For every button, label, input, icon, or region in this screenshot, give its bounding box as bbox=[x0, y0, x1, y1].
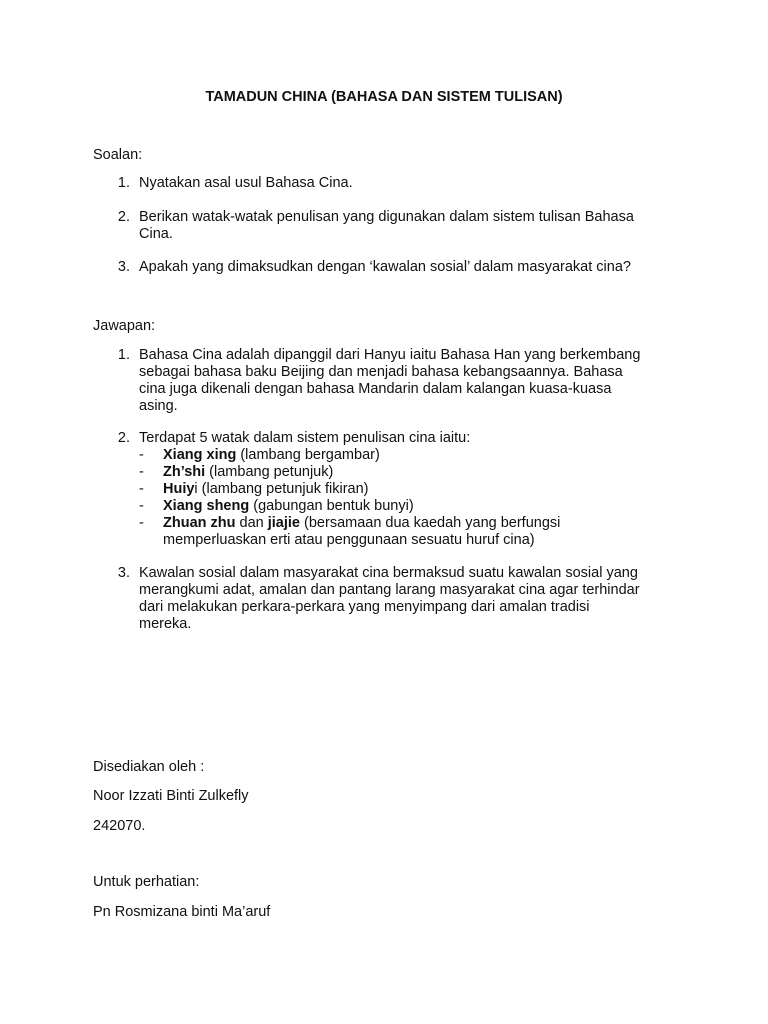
author-id: 242070. bbox=[93, 818, 146, 834]
writing-type-text bbox=[163, 464, 333, 481]
answer-text: Bahasa Cina adalah dipanggil dari Hanyu iaitu Bahasa Han yang berkembang bbox=[139, 347, 641, 363]
answer-text: mereka. bbox=[139, 616, 192, 632]
writing-type-text bbox=[163, 447, 380, 464]
question-text: Cina. bbox=[139, 226, 173, 242]
question-text: Apakah yang dimaksudkan dengan ‘kawalan sosial’ dalam masyarakat cina? bbox=[139, 259, 631, 275]
writing-type-desc: (gabungan bentuk bunyi) bbox=[249, 498, 414, 514]
writing-type-text bbox=[163, 515, 560, 532]
writing-type-term: Huiy bbox=[163, 481, 195, 497]
answer-text: Terdapat 5 watak dalam sistem penulisan cina iaitu: bbox=[139, 430, 471, 446]
writing-type-conjunction: dan bbox=[235, 515, 268, 531]
writing-type-text bbox=[163, 498, 414, 515]
question-number: 3. bbox=[117, 259, 130, 275]
question-number: 1. bbox=[117, 175, 130, 191]
prepared-by-label: Disediakan oleh : bbox=[93, 759, 205, 775]
writing-type-term: jiajie bbox=[267, 515, 300, 531]
answer-number: 1. bbox=[117, 347, 130, 363]
writing-type-desc-continued: memperluaskan erti atau penggunaan sesuatu huruf cina) bbox=[163, 532, 535, 548]
bullet-dash: - bbox=[139, 481, 144, 497]
attention-label: Untuk perhatian: bbox=[93, 874, 200, 890]
writing-type-desc: i (lambang petunjuk fikiran) bbox=[194, 481, 369, 497]
bullet-dash: - bbox=[139, 515, 144, 531]
writing-type-term: Zhuan zhu bbox=[163, 515, 236, 531]
question-text: Berikan watak-watak penulisan yang digunakan dalam sistem tulisan Bahasa bbox=[139, 209, 634, 225]
attention-name: Pn Rosmizana binti Ma’aruf bbox=[93, 904, 271, 920]
answer-text: sebagai bahasa baku Beijing dan menjadi bahasa kebangsaannya. Bahasa bbox=[139, 364, 623, 380]
document-title: TAMADUN CHINA (BAHASA DAN SISTEM TULISAN) bbox=[205, 89, 563, 105]
answer-text: cina juga dikenali dengan bahasa Mandarin dalam kalangan kuasa-kuasa bbox=[139, 381, 612, 397]
answer-text: merangkumi adat, amalan dan pantang larang masyarakat cina agar terhindar bbox=[139, 582, 640, 598]
answer-number: 3. bbox=[117, 565, 130, 581]
answers-heading: Jawapan: bbox=[93, 318, 156, 334]
questions-heading: Soalan: bbox=[93, 147, 143, 163]
answer-text: Kawalan sosial dalam masyarakat cina bermaksud suatu kawalan sosial yang bbox=[139, 565, 638, 581]
writing-type-desc: (lambang bergambar) bbox=[236, 447, 380, 463]
writing-type-term: Xiang sheng bbox=[163, 498, 250, 514]
bullet-dash: - bbox=[139, 498, 144, 514]
bullet-dash: - bbox=[139, 447, 144, 463]
answer-text: asing. bbox=[139, 398, 178, 414]
bullet-dash: - bbox=[139, 464, 144, 480]
writing-type-term: Xiang xing bbox=[163, 447, 237, 463]
answer-text: dari melakukan perkara-perkara yang menyimpang dari amalan tradisi bbox=[139, 599, 590, 615]
question-text: Nyatakan asal usul Bahasa Cina. bbox=[139, 175, 353, 191]
answer-number: 2. bbox=[117, 430, 130, 446]
question-number: 2. bbox=[117, 209, 130, 225]
author-name: Noor Izzati Binti Zulkefly bbox=[93, 788, 249, 804]
writing-type-desc: (bersamaan dua kaedah yang berfungsi bbox=[300, 515, 561, 531]
writing-type-text bbox=[163, 481, 369, 498]
writing-type-desc: (lambang petunjuk) bbox=[205, 464, 334, 480]
writing-type-term: Zh’shi bbox=[163, 464, 206, 480]
